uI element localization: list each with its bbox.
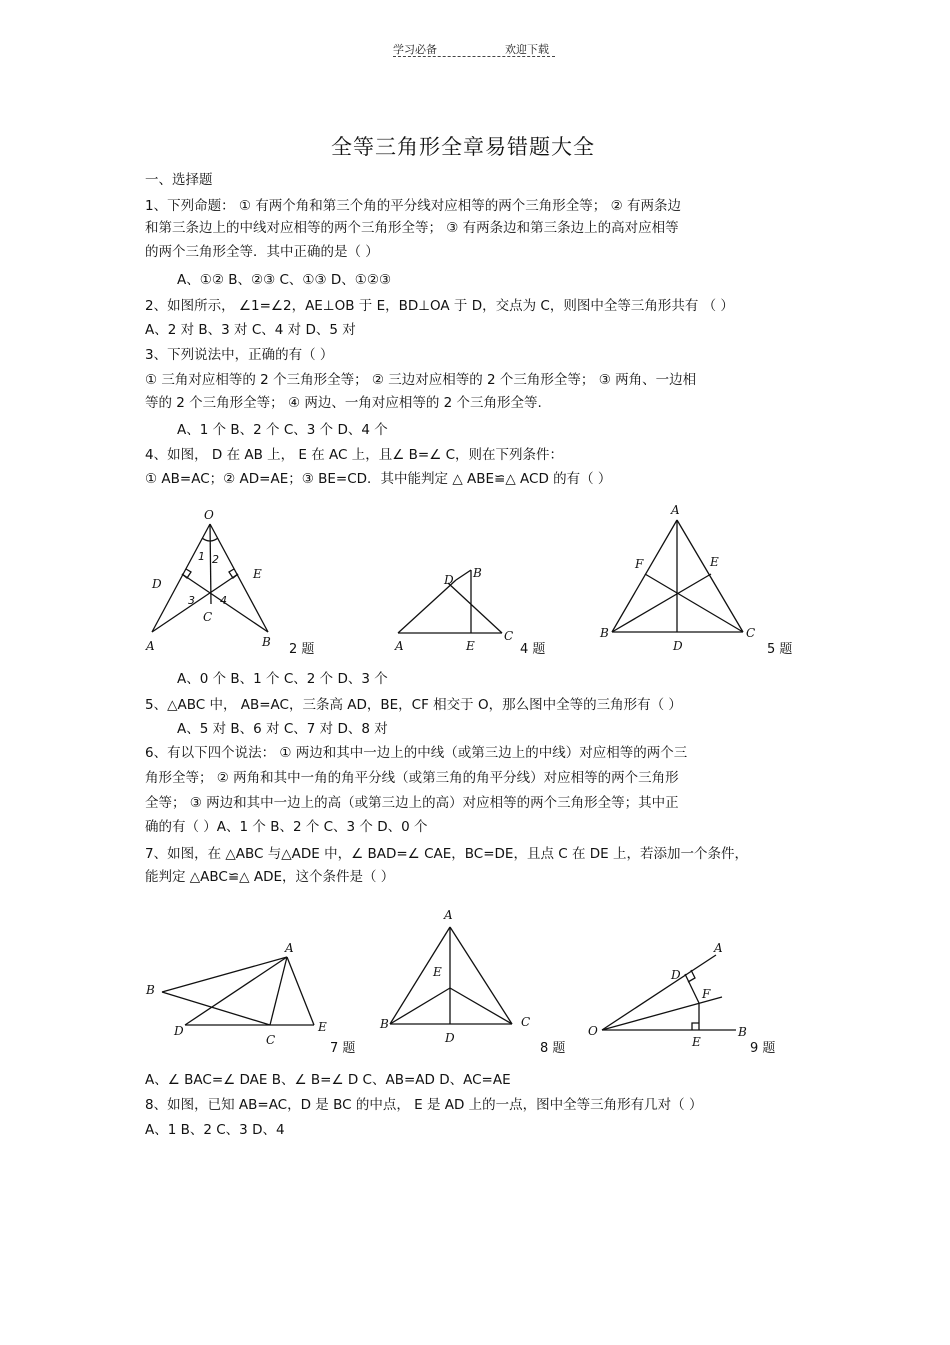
q6-line3: 全等； ③ 两边和其中一边上的高（或第三边上的高）对应相等的两个三角形全等；其中正 — [145, 795, 679, 811]
fig7-label-B: B — [146, 983, 155, 997]
fig2-label-D: D — [152, 577, 162, 591]
fig7-label-C: C — [266, 1033, 276, 1047]
fig8-label-E: E — [433, 965, 442, 979]
fig8-label-D: D — [445, 1031, 455, 1045]
figure-q8 — [379, 908, 530, 1045]
q1-line1: 1、下列命题： ① 有两个角和第三个角的平分线对应相等的两个三角形全等； ② 有两条边 — [145, 198, 681, 214]
fig5-label-C: C — [746, 626, 756, 640]
q1-options: A、①② B、②③ C、①③ D、①②③ — [177, 272, 392, 288]
fig5-label-A: A — [671, 503, 680, 517]
fig2-label-A: A — [146, 639, 155, 653]
fig8-label-A: A — [444, 908, 453, 922]
fig2-angle-3: 3 — [188, 594, 195, 607]
fig8-label-B: B — [380, 1017, 389, 1031]
fig5-label-E: E — [710, 555, 719, 569]
q2-options: A、2 对 B、3 对 C、4 对 D、5 对 — [145, 322, 356, 338]
figure-row-1 — [140, 500, 820, 665]
caption-q9: 9 题 — [750, 1041, 776, 1056]
caption-q5: 5 题 — [767, 642, 793, 657]
q1-line3: 的两个三角形全等．其中正确的是（ ） — [145, 244, 379, 260]
figure-q2 — [145, 508, 271, 653]
fig2-label-B: B — [262, 635, 271, 649]
q3-line2: ① 三角对应相等的 2 个三角形全等； ② 三边对应相等的 2 个三角形全等； ③ 两角、一边相 — [145, 372, 697, 388]
q7-options: A、∠ BAC=∠ DAE B、∠ B=∠ D C、AB=AD D、AC=AE — [145, 1072, 511, 1088]
header-left: 学习必备 — [393, 43, 437, 56]
fig9-label-O: O — [588, 1024, 598, 1038]
fig5-label-B: B — [600, 626, 609, 640]
fig2-label-O: O — [204, 508, 214, 522]
q6-line2: 角形全等； ② 两角和其中一角的角平分线（或第三角的角平分线）对应相等的两个三角形 — [145, 770, 679, 786]
figure-q7 — [145, 941, 327, 1047]
fig4-label-C: C — [504, 629, 514, 643]
caption-q7: 7 题 — [330, 1041, 356, 1056]
caption-q4: 4 题 — [520, 642, 546, 657]
fig4-label-A: A — [395, 639, 404, 653]
figure-q5 — [599, 503, 755, 653]
fig9-label-A: A — [714, 941, 723, 955]
fig9-label-B: B — [738, 1025, 747, 1039]
fig9-label-D: D — [671, 968, 681, 982]
q8-line1: 8、如图，已知 AB=AC，D 是 BC 的中点， E 是 AD 上的一点，图中全等三角形有几对（ ） — [145, 1097, 703, 1113]
q6-line1: 6、有以下四个说法： ① 两边和其中一边上的中线（或第三边上的中线）对应相等的两个三 — [145, 745, 688, 761]
q4-options: A、0 个 B、1 个 C、2 个 D、3 个 — [177, 671, 388, 687]
q5-options: A、5 对 B、6 对 C、7 对 D、8 对 — [177, 721, 388, 737]
q1-line2: 和第三条边上的中线对应相等的两个三角形全等； ③ 有两条边和第三条边上的高对应相等 — [145, 220, 679, 236]
q6-line4: 确的有（ ）A、1 个 B、2 个 C、3 个 D、0 个 — [145, 819, 428, 835]
q3-line3: 等的 2 个三角形全等； ④ 两边、一角对应相等的 2 个三角形全等. — [145, 395, 542, 411]
fig2-angle-2: 2 — [212, 553, 219, 566]
header-rule — [393, 56, 555, 57]
q3-line1: 3、下列说法中，正确的有（ ） — [145, 347, 334, 363]
fig9-label-F: F — [702, 987, 711, 1001]
fig4-label-D: D — [444, 573, 454, 587]
caption-q8: 8 题 — [540, 1041, 566, 1056]
q8-options: A、1 B、2 C、3 D、4 — [145, 1122, 285, 1138]
fig9-label-E: E — [692, 1035, 701, 1049]
fig4-label-E: E — [466, 639, 475, 653]
q7-line1: 7、如图，在 △ABC 与△ADE 中，∠ BAD=∠ CAE，BC=DE，且点 C 在 DE 上，若添加一个条件， — [145, 846, 748, 862]
q4-line2: ① AB=AC；② AD=AE；③ BE=CD．其中能判定 △ ABE≌△ ACD 的有（ ） — [145, 471, 612, 487]
q5-line1: 5、△ABC 中， AB=AC，三条高 AD，BE，CF 相交于 O，那么图中全等的三角形有（ ） — [145, 697, 682, 713]
caption-q2: 2 题 — [289, 642, 315, 657]
section-heading: 一、选择题 — [145, 172, 213, 188]
q2-line1: 2、如图所示， ∠1=∠2，AE⊥OB 于 E，BD⊥OA 于 D，交点为 C，则图中全等三角形共有 （ ） — [145, 298, 734, 314]
fig2-label-C: C — [203, 610, 213, 624]
fig8-label-C: C — [521, 1015, 531, 1029]
figure-row-2 — [140, 900, 820, 1060]
q3-options: A、1 个 B、2 个 C、3 个 D、4 个 — [177, 422, 388, 438]
fig7-label-E: E — [318, 1020, 327, 1034]
q4-line1: 4、如图， D 在 AB 上， E 在 AC 上，且∠ B=∠ C，则在下列条件： — [145, 447, 564, 463]
figure-q4 — [394, 566, 513, 653]
header-right: 欢迎下载 — [505, 43, 549, 56]
fig2-angle-4: 4 — [220, 594, 227, 607]
figure-q9 — [588, 941, 747, 1049]
fig5-label-D: D — [673, 639, 683, 653]
fig2-angle-1: 1 — [198, 550, 205, 563]
fig5-label-F: F — [635, 557, 644, 571]
q7-line2: 能判定 △ABC≌△ ADE，这个条件是（ ） — [145, 869, 395, 885]
fig7-label-D: D — [174, 1024, 184, 1038]
fig7-label-A: A — [285, 941, 294, 955]
page-title: 全等三角形全章易错题大全 — [331, 135, 595, 159]
fig4-label-B: B — [473, 566, 482, 580]
fig2-label-E: E — [253, 567, 262, 581]
